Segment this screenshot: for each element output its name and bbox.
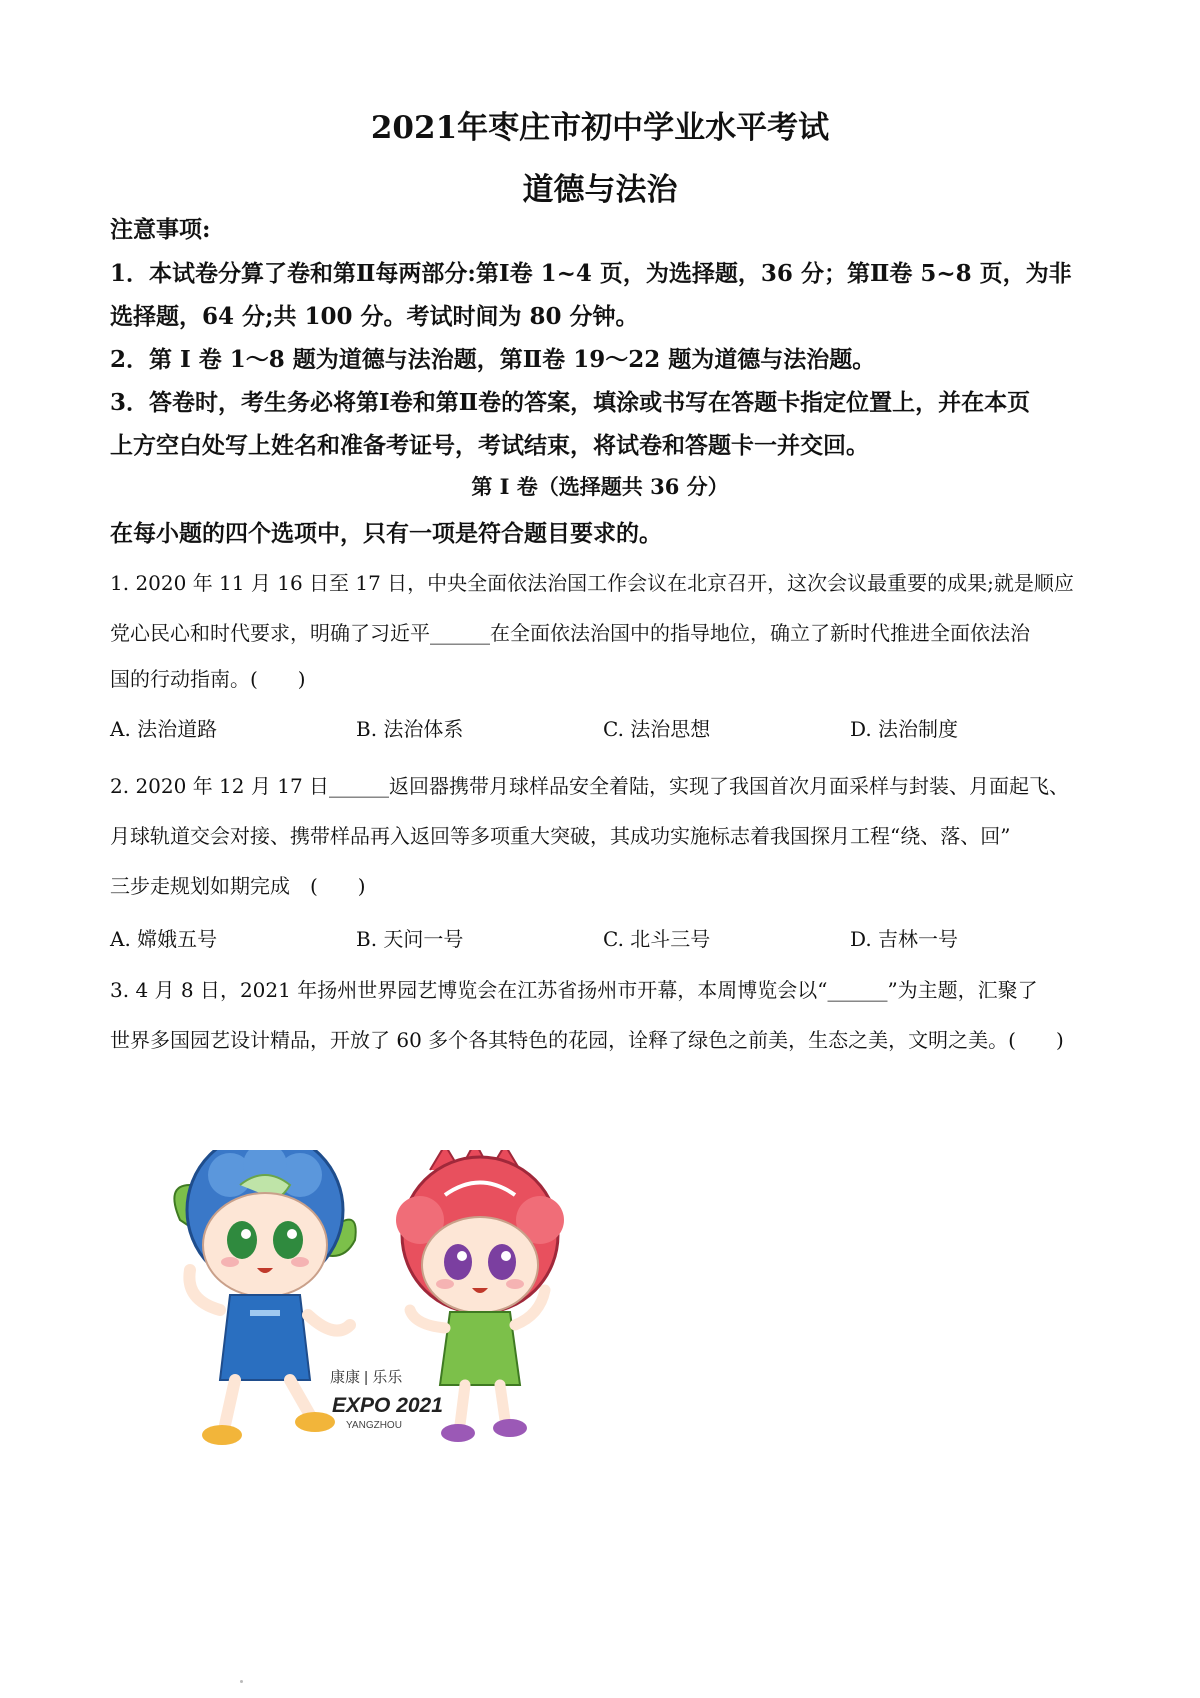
blue-mascot [174,1150,355,1445]
expo-logo-text: EXPO 2021 [332,1394,443,1417]
expo-logo-subtext: YANGZHOU [346,1420,402,1431]
question-2-line-3: 三步走规划如期完成 ( ) [110,874,366,898]
question-1-option-a: A. 法治道路 [110,717,218,741]
question-1-option-c: C. 法治思想 [603,717,711,741]
notice-item-3-line-2: 上方空白处写上姓名和准备考证号，考试结束，将试卷和答题卡一并交回。 [110,432,869,459]
question-1-line-2: 党心民心和时代要求，明确了习近平______在全面依法治国中的指导地位，确立了新时代推进全面依法治 [110,621,1030,645]
question-1-line-3: 国的行动指南。( ) [110,667,306,691]
notice-heading: 注意事项: [110,216,211,243]
notice-item-1-line-1: 1．本试卷分算了卷和第Ⅱ每两部分:第Ⅰ卷 1~4 页，为选择题，36 分；第Ⅱ卷 5~8 页，为非 [110,260,1072,287]
notice-item-3-line-1: 3．答卷时，考生务必将第Ⅰ卷和第Ⅱ卷的答案，填涂或书写在答题卡指定位置上，并在本页 [110,389,1031,416]
question-3-line-2: 世界多国园艺设计精品，开放了 60 多个各其特色的花园，诠释了绿色之前美，生态之美，文明之美。( ) [110,1028,1064,1052]
question-3-line-1: 3. 4 月 8 日，2021 年扬州世界园艺博览会在江苏省扬州市开幕，本周博览会以“______”为主题，汇聚了 [110,978,1038,1002]
page-speck [240,1680,243,1683]
question-2-option-d: D. 吉林一号 [850,927,959,951]
section-instruction: 在每小题的四个选项中，只有一项是符合题目要求的。 [110,520,662,547]
question-1-line-1: 1. 2020 年 11 月 16 日至 17 日，中央全面依法治国工作会议在北京召开，这次会议最重要的成果;就是顺应 [110,571,1074,595]
question-2-option-b: B. 天问一号 [356,927,464,951]
subject-title: 道德与法治 [522,172,678,208]
expo-mascots-figure [160,1150,620,1480]
section-title: 第 I 卷（选择题共 36 分） [471,474,729,499]
question-2-option-a: A. 嫦娥五号 [110,927,218,951]
question-1-option-b: B. 法治体系 [356,717,464,741]
question-2-line-1: 2. 2020 年 12 月 17 日______返回器携带月球样品安全着陆，实现了我国首次月面采样与封装、月面起飞、 [110,774,1070,798]
question-2-line-2: 月球轨道交会对接、携带样品再入返回等多项重大突破，其成功实施标志着我国探月工程“绕、落、回” [110,824,1011,848]
notice-item-2: 2．第 I 卷 1～8 题为道德与法治题，第Ⅱ卷 19～22 题为道德与法治题。 [110,346,876,373]
notice-item-1-line-2: 选择题，64 分;共 100 分。考试时间为 80 分钟。 [110,303,639,330]
mascot-names: 康康 | 乐乐 [330,1369,403,1386]
exam-title: 2021年枣庄市初中学业水平考试 [370,110,830,146]
question-2-option-c: C. 北斗三号 [603,927,711,951]
question-1-option-d: D. 法治制度 [850,717,959,741]
